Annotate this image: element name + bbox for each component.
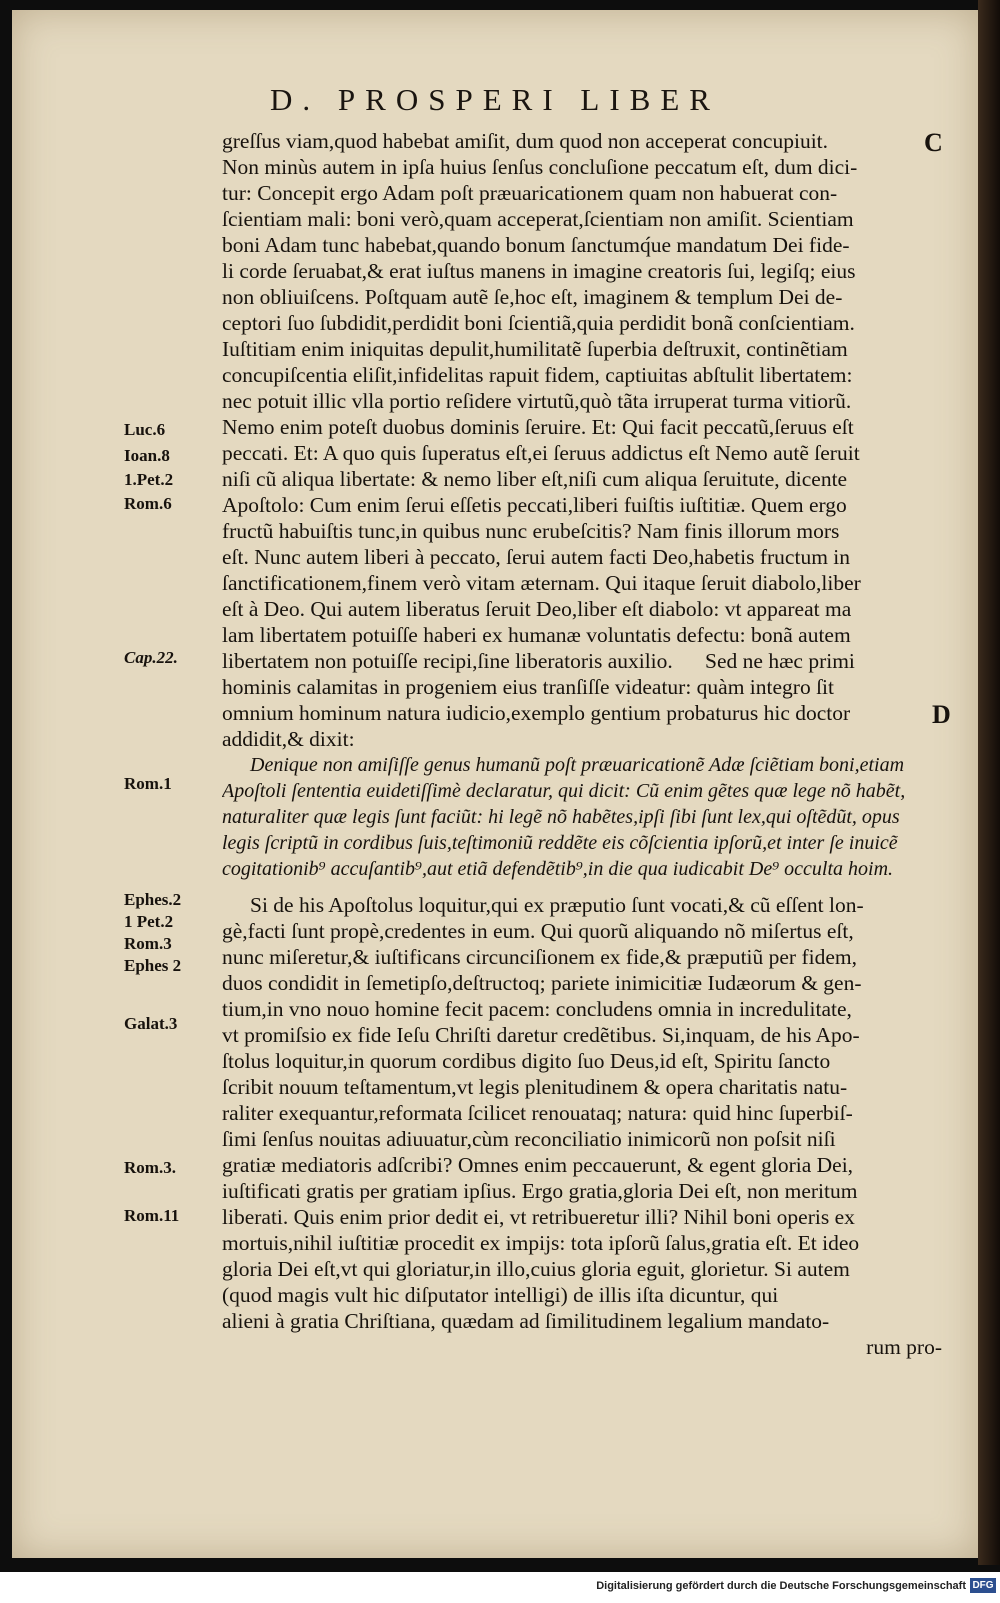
text-line: alieni à gratia Chriſtiana, quædam ad ſimilitudinem legalium mandato- [222,1309,830,1333]
margin-ref: Ioan.8 [124,446,170,465]
margin-ref: Galat.3 [124,1014,178,1033]
book-page [12,10,978,1558]
text-line: tur: Concepit ergo Adam poſt præuaricationem quam non habuerat con- [222,181,838,205]
text-line: ſcientiam mali: boni verò,quam acceperat,ſcientiam non amiſit. Scientiam [222,207,854,231]
margin-ref: Ephes.2 [124,890,182,909]
margin-ref: 1 Pet.2 [124,912,174,931]
text-line: omnium hominum natura iudicio,exemplo gentium probaturus hic doctor [222,701,851,725]
text-line: ſimi ſenſus nouitas adiuuatur,cùm reconciliatio inimicorũ non poſsit niſi [222,1127,836,1151]
text-line: eſt. Nunc autem liberi à peccato, ſerui autem facti Deo,habetis fructum in [222,545,851,569]
italic-quote-line: Apoſtoli ſententia euidetiſſimè declaratur, qui dicit: Cũ enim gẽtes quæ lege nõ habẽt, [222,780,906,802]
italic-quote-line: legis ſcriptũ in cordibus ſuis,teſtimoniũ reddẽte eis cõſcientia ipſorũ,et inter ſe inuicẽ [222,832,898,854]
text-line: gratiæ mediatoris adſcribi? Omnes enim peccauerunt, & egent gloria Dei, [222,1153,854,1177]
text-line: greſſus viam,quod habebat amiſit, dum quod non acceperat concupiuit. [222,129,829,153]
text-line: Iuſtitiam enim iniquitas depulit,humilitatẽ ſuperbia deſtruxit, continẽtiam [222,337,848,361]
text-line: Apoſtolo: Cum enim ſerui eſſetis peccati,liberi fuiſtis iuſtitiæ. Quem ergo [222,493,847,517]
margin-ref: Cap.22. [124,648,178,667]
running-header: D. PROSPERI LIBER [270,82,720,117]
text-line: gloria Dei eſt,vt qui gloriatur,in illo,cuius gloria eguit, glorietur. Si autem [222,1257,850,1281]
book-spine [978,0,1000,1565]
footer-credit: Digitalisierung gefördert durch die Deutsche Forschungsgemeinschaft [596,1580,966,1592]
text-line: iuſtificati gratis per gratiam ipſius. Ergo gratia,gloria Dei eſt, non meritum [222,1179,858,1203]
text-line: nunc miſeretur,& iuſtificans circunciſionem ex fide,& præputiũ per fidem, [222,945,857,969]
margin-ref: Luc.6 [124,420,166,439]
text-line: concupiſcentia eliſit,infidelitas rapuit fidem, captiuitas abſtulit libertatem: [222,363,853,387]
text-line: fructũ habuiſtis tunc,in quibus nunc erubeſcitis? Nam finis illorum mors [222,519,840,543]
text-line: peccati. Et: A quo quis ſuperatus eſt,ei ſeruus addictus eſt Nemo autẽ ſeruit [222,441,860,465]
text-line: liberati. Quis enim prior dedit ei, vt retribueretur illi? Nihil boni operis ex [222,1205,855,1229]
text-line: gè,facti ſunt propè,credentes in eum. Qui quorũ aliquando nõ miſertus eſt, [222,919,854,943]
text-line: ſanctificationem,finem verò vitam æternam. Qui itaque ſeruit diabolo,liber [222,571,861,595]
text-line: niſi cũ aliqua libertate: & nemo liber eſt,niſi cum aliqua ſeruitute, dicente [222,467,848,491]
text-line: duos condidit in ſemetipſo,deſtructoq; pariete inimicitiæ Iudæorum & gen- [222,971,862,995]
text-line: tium,in vno nouo homine fecit pacem: concludens omnia in incredulitate, [222,997,852,1021]
digitization-footer [0,1572,1000,1603]
text-line: raliter exequantur,reformata ſcilicet renouataq; natura: quid hinc ſuperbiſ- [222,1101,853,1125]
italic-quote-line: Denique non amiſiſſe genus humanũ poſt præuaricationẽ Adæ ſciẽtiam boni,etiam [250,754,905,776]
text-line: eſt à Deo. Qui autem liberatus ſeruit Deo,liber eſt diabolo: vt appareat ma [222,597,852,621]
text-line: (quod magis vult hic diſputator intelligi) de illis iſta dicuntur, qui [222,1283,779,1307]
italic-quote-line: cogitationib⁹ accuſantib⁹,aut etiã defendẽtib⁹,in die qua iudicabit De⁹ occulta hoim. [222,858,894,880]
text-line: Non minùs autem in ipſa huius ſenſus concluſione peccatum eſt, dum dici- [222,155,858,179]
margin-ref: Rom.6 [124,494,172,513]
text-line: ſtolus loquitur,in quorum cordibus digito ſuo Deus,id eſt, Spiritu ſancto [222,1049,831,1073]
text-line: mortuis,nihil iuſtitiæ procedit ex impijs: tota ipſorũ ſalus,gratia eſt. Et ideo [222,1231,860,1255]
margin-ref: Ephes 2 [124,956,182,975]
margin-ref: Rom.11 [124,1206,180,1225]
text-line: libertatem non potuiſſe recipi,ſine liberatoris auxilio. Sed ne hæc primi [222,649,855,673]
text-line: vt promiſsio ex fide Ieſu Chriſti daretur credẽtibus. Si,inquam, de his Apo- [222,1023,860,1047]
italic-quote-line: naturaliter quæ legis ſunt faciũt: hi legẽ nõ habẽtes,ipſi ſibi ſunt lex,qui oſtẽdũt, opus [222,806,900,828]
text-line: non obliuiſcens. Poſtquam autẽ ſe,hoc eſt, imaginem & templum Dei de- [222,285,843,309]
text-line: ceptori ſuo ſubdidit,perdidit boni ſcientiã,quia perdidit bonã conſcientiam. [222,311,855,335]
catchword: rum pro- [866,1335,942,1359]
text-line: addidit,& dixit: [222,727,355,751]
dfg-logo-icon: DFG [970,1578,996,1593]
margin-ref: Rom.3. [124,1158,176,1177]
text-line: ſcribit nouum teſtamentum,vt legis plenitudinem & opera charitatis natu- [222,1075,848,1099]
section-letter-d: D [932,700,951,729]
margin-ref: 1.Pet.2 [124,470,174,489]
section-letter-c: C [924,128,943,157]
text-line: Si de his Apoſtolus loquitur,qui ex præputio ſunt vocati,& cũ eſſent lon- [250,893,864,917]
text-line: hominis calamitas in progeniem eius tranſiſſe videatur: quàm integro ſit [222,675,835,699]
text-line: boni Adam tunc habebat,quando bonum ſanctumq́ue mandatum Dei fide- [222,233,850,257]
margin-ref: Rom.1 [124,774,172,793]
text-line: lam libertatem potuiſſe haberi ex humanæ voluntatis defectu: bonã autem [222,623,851,647]
text-line: Nemo enim poteſt duobus dominis ſeruire. Et: Qui facit peccatũ,ſeruus eſt [222,415,854,439]
text-line: nec potuit illic vlla portio reſidere virtutũ,quò tãta irruperat turma vitiorũ. [222,389,852,413]
text-line: li corde ſeruabat,& erat iuſtus manens in imagine creatoris ſui, legiſq; eius [222,259,856,283]
margin-ref: Rom.3 [124,934,172,953]
body-text [222,128,942,1360]
